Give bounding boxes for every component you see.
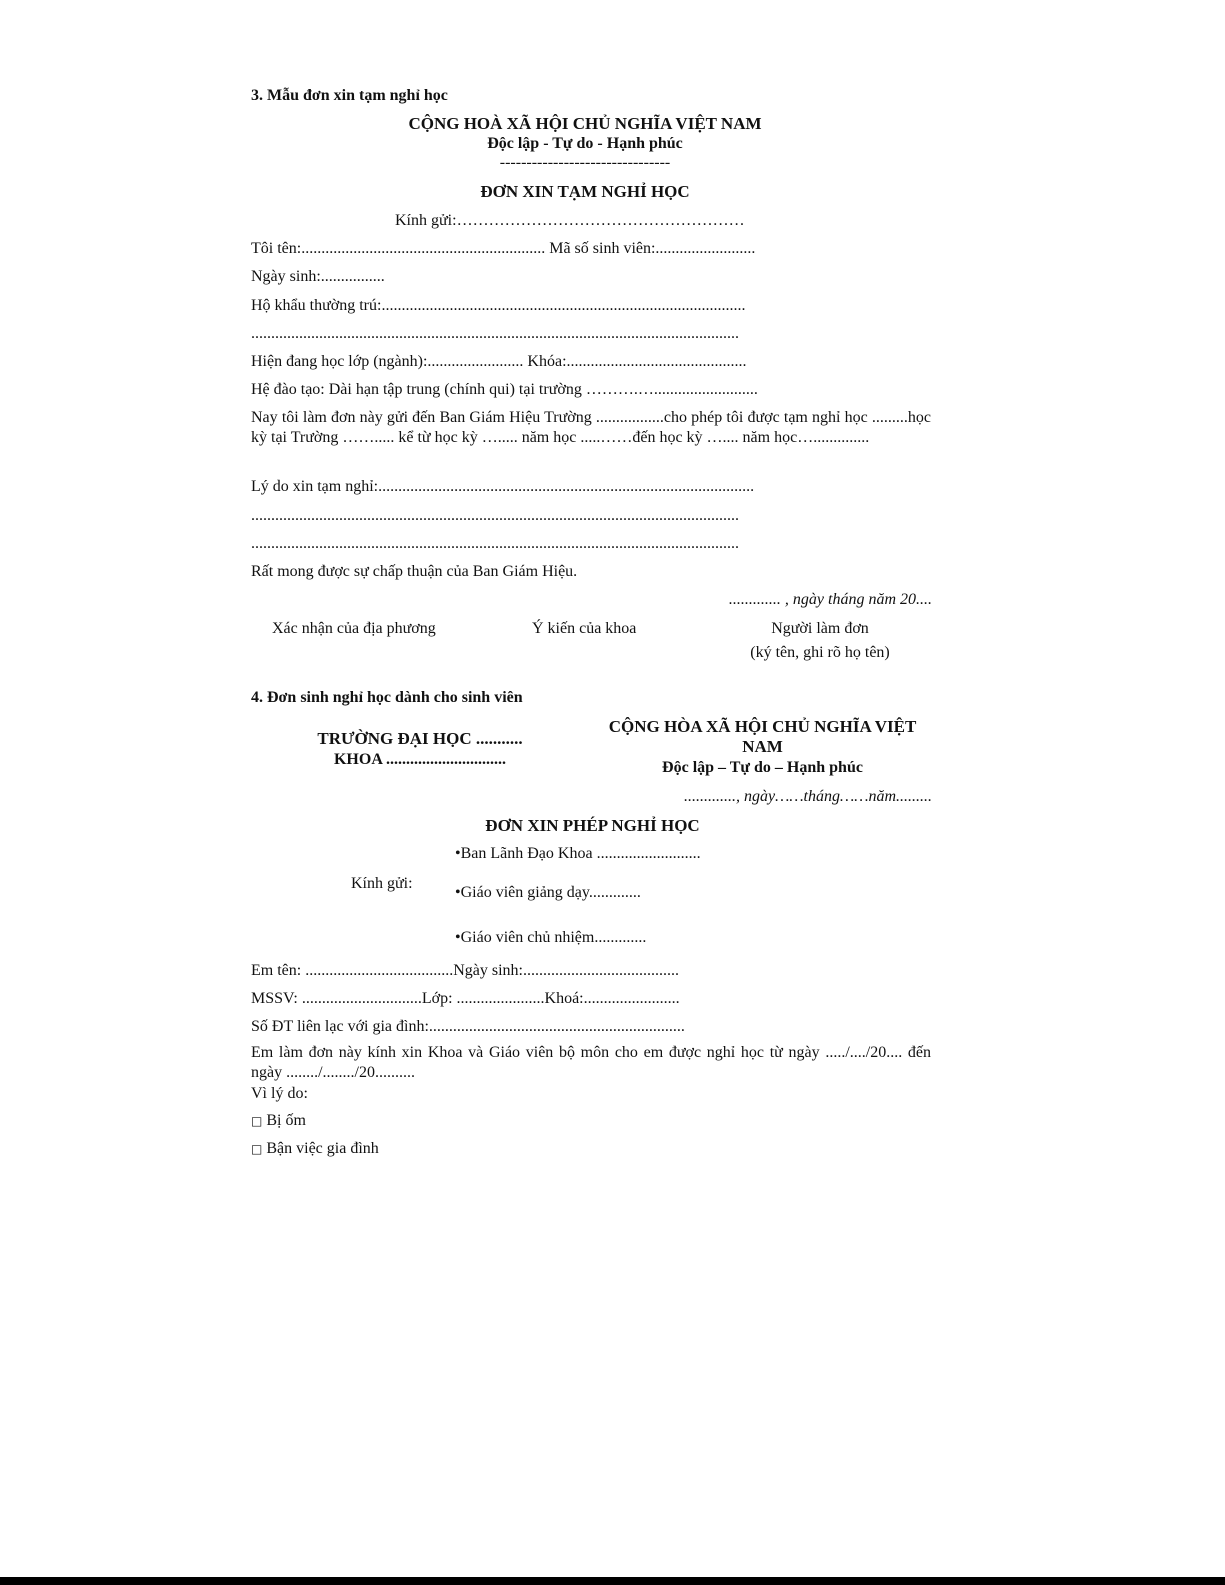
option-label: Bận việc gia đình xyxy=(262,1140,379,1157)
option-sick xyxy=(251,1111,306,1131)
request-paragraph-4: Em làm đơn này kính xin Khoa và Giáo viên bộ môn cho em được nghỉ học từ ngày ...../..../20.... đến ngày ......../......../20.......... xyxy=(251,1044,931,1081)
section4-heading: 4. Đơn sinh nghỉ học dành cho sinh viên xyxy=(251,689,523,706)
national-title: CỘNG HOÀ XÃ HỘI CHỦ NGHĨA VIỆT NAM xyxy=(408,114,762,133)
closing-line: Rất mong được sự chấp thuận của Ban Giám Hiệu. xyxy=(251,563,578,580)
recipient-item: •Ban Lãnh Đạo Khoa .......................... xyxy=(455,845,701,862)
address-line: Hộ khẩu thường trú:........................................................................................... xyxy=(251,297,746,314)
reason-label: Vì lý do: xyxy=(251,1085,308,1102)
mssv-class-line: MSSV: ..............................Lớp: ......................Khoá:........................ xyxy=(251,990,680,1007)
sig-faculty: Ý kiến của khoa xyxy=(532,620,637,637)
national-title-4-line1: CỘNG HÒA XÃ HỘI CHỦ NGHĨA VIỆT xyxy=(608,717,917,736)
separator: -------------------------------- xyxy=(499,154,671,171)
name-dob-line: Em tên: .....................................Ngày sinh:....................................... xyxy=(251,962,679,979)
recipient-item: •Giáo viên giảng dạy............. xyxy=(455,884,641,901)
checkbox-icon: □ xyxy=(251,1142,263,1156)
request-paragraph: Nay tôi làm đơn này gửi đến Ban Giám Hiệu Trường .................cho phép tôi được tạm nghỉ học .........học kỳ tại Trường ……..... kể từ học kỳ …..... năm học .....……đến học kỳ ….... năm học….............. xyxy=(251,409,931,446)
sig-applicant: Người làm đơn xyxy=(771,620,869,637)
date-line-4: ............., ngày……tháng……năm......... xyxy=(683,788,932,805)
class-line: Hiện đang học lớp (ngành):........................ Khóa:............................................. xyxy=(251,353,747,370)
motto-4: Độc lập – Tự do – Hạnh phúc xyxy=(662,759,863,776)
page-bottom-border xyxy=(0,1577,1225,1585)
option-label: Bị ốm xyxy=(262,1112,306,1129)
reason-line-3: .......................................................................................................................... xyxy=(251,535,739,552)
reason-line: Lý do xin tạm nghỉ:.............................................................................................. xyxy=(251,478,755,495)
date-line: ............. , ngày tháng năm 20.... xyxy=(728,591,932,608)
checkbox-icon: □ xyxy=(251,1114,263,1128)
kinh-gui-line: Kính gửi:……………………………………………… xyxy=(395,212,745,229)
kinh-gui-label: Kính gửi: xyxy=(351,875,413,892)
school-name: TRƯỜNG ĐẠI HỌC ........... xyxy=(317,729,523,748)
reason-line-2: .......................................................................................................................... xyxy=(251,507,739,524)
sig-applicant-note: (ký tên, ghi rõ họ tên) xyxy=(750,644,890,661)
address-cont-line: .......................................................................................................................... xyxy=(251,325,739,342)
recipient-item: •Giáo viên chủ nhiệm............. xyxy=(455,929,647,946)
form-title: ĐƠN XIN TẠM NGHỈ HỌC xyxy=(480,182,690,201)
name-student-id-line: Tôi tên:............................................................. Mã số sinh viên:......................... xyxy=(251,240,756,257)
section3-heading: 3. Mẫu đơn xin tạm nghỉ học xyxy=(251,87,448,104)
faculty-name: KHOA .............................. xyxy=(333,751,506,768)
form-title-4: ĐƠN XIN PHÉP NGHỈ HỌC xyxy=(485,816,700,835)
program-line: Hệ đào tạo: Dài hạn tập trung (chính qui) tại trường ……….….......................... xyxy=(251,381,758,398)
phone-line: Số ĐT liên lạc với gia đình:................................................................ xyxy=(251,1018,685,1035)
sig-local: Xác nhận của địa phương xyxy=(272,620,436,637)
national-title-4-line2: NAM xyxy=(742,737,783,756)
option-family xyxy=(251,1139,379,1159)
motto: Độc lập - Tự do - Hạnh phúc xyxy=(487,135,683,152)
dob-line: Ngày sinh:................ xyxy=(251,268,385,285)
